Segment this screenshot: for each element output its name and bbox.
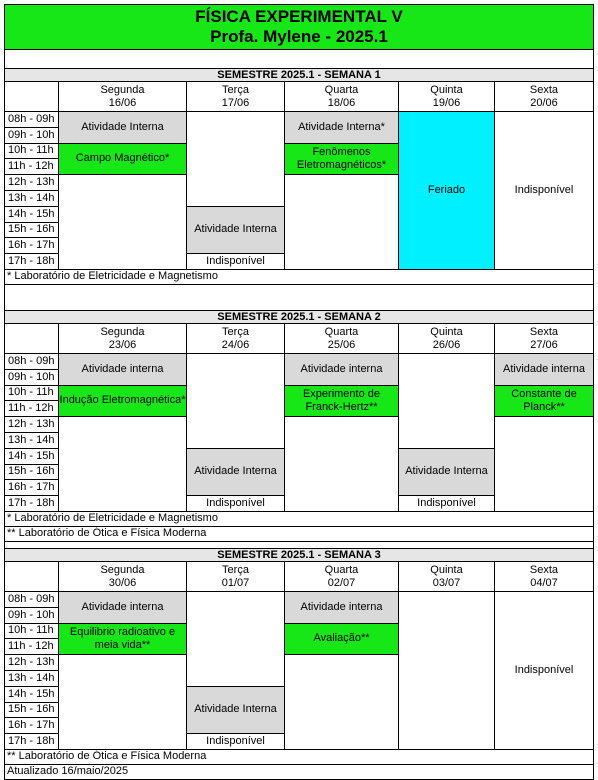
footnote: * Laboratório de Eletricidade e Magnetismo [4,270,594,285]
week-header: SEMESTRE 2025.1 - SEMANA 1 [4,68,594,82]
day-header-quarta [285,82,399,112]
time-slot: 15h - 16h [4,223,59,239]
day-name: Sexta [529,563,559,576]
event-mon-internal[interactable]: Atividade interna [59,354,187,386]
week-header: SEMESTRE 2025.1 - SEMANA 2 [4,310,594,324]
time-slot: 13h - 14h [4,671,59,687]
day-header-terça [187,82,285,112]
empty-slot [187,354,285,449]
time-slot: 15h - 16h [4,465,59,481]
event-fri-internal[interactable]: Atividade interna [495,354,594,386]
event-mon-internal[interactable]: Atividade interna [59,592,187,624]
time-slot: 12h - 13h [4,655,59,671]
time-slot: 09h - 10h [4,370,59,386]
event-mon-internal[interactable]: Atividade Interna [59,112,187,144]
time-slot: 09h - 10h [4,608,59,624]
empty-slot [59,655,187,750]
event-thu-internal[interactable]: Atividade Interna [399,449,495,496]
day-header-terça [187,324,285,354]
event-thu-unavailable[interactable]: Indisponível [399,496,495,512]
title-professor: Profa. Mylene - 2025.1 [210,27,388,46]
time-slot: 11h - 12h [4,401,59,417]
footnote: * Laboratório de Eletricidade e Magnetismo [4,512,594,527]
event-wed-lab[interactable]: Avaliação** [285,624,399,656]
day-date: 16/06 [108,96,137,109]
time-slot: 08h - 09h [4,354,59,370]
week-header: SEMESTRE 2025.1 - SEMANA 3 [4,548,594,562]
event-wed-internal[interactable]: Atividade interna [285,354,399,386]
day-name: Quinta [430,563,463,576]
day-header-quinta [399,82,495,112]
day-date: 24/06 [221,338,250,351]
day-header-terça [187,562,285,592]
event-wed-internal[interactable]: Atividade interna [285,592,399,624]
day-date: 03/07 [432,576,461,589]
day-name: Segunda [100,325,145,338]
time-slot: 12h - 13h [4,175,59,191]
event-tue-unavailable[interactable]: Indisponível [187,734,285,750]
footnote: ** Laboratório de Ótica e Física Moderna [4,750,594,765]
day-date: 30/06 [108,576,137,589]
time-slot: 08h - 09h [4,112,59,128]
time-slot: 13h - 14h [4,433,59,449]
event-tue-internal[interactable]: Atividade Interna [187,207,285,254]
event-mon-lab[interactable]: Equilibrio radioativo e meia vida** [59,624,187,656]
empty-slot [495,417,594,512]
event-wed-lab[interactable]: Fenômenos Eletromagnéticos* [285,144,399,176]
event-tue-internal[interactable]: Atividade Interna [187,449,285,496]
time-slot: 13h - 14h [4,191,59,207]
day-header-sexta [495,324,594,354]
day-name: Terça [222,83,249,96]
day-date: 25/06 [327,338,356,351]
event-fri-unavailable[interactable]: Indisponível [495,112,594,270]
page-title [4,4,594,50]
day-date: 01/07 [221,576,250,589]
day-name: Quarta [324,325,359,338]
day-header-quarta [285,562,399,592]
event-fri-lab[interactable]: Constante de Planck** [495,386,594,418]
day-date: 17/06 [221,96,250,109]
event-tue-internal[interactable]: Atividade Interna [187,687,285,734]
time-slot: 10h - 11h [4,386,59,402]
time-slot: 17h - 18h [4,496,59,512]
time-slot: 10h - 11h [4,144,59,160]
time-slot: 09h - 10h [4,128,59,144]
empty-slot [285,655,399,750]
time-slot: 16h - 17h [4,238,59,254]
event-wed-lab[interactable]: Experimento de Franck-Hertz** [285,386,399,418]
empty-slot [59,175,187,270]
title-course: FÍSICA EXPERIMENTAL V [195,7,403,26]
empty-slot [285,417,399,512]
corner-cell [4,562,59,592]
day-header-segunda [59,562,187,592]
day-date: 23/06 [108,338,137,351]
event-mon-lab[interactable]: Campo Magnético* [59,144,187,176]
time-slot: 14h - 15h [4,449,59,465]
event-tue-unavailable[interactable]: Indisponível [187,496,285,512]
event-wed-internal[interactable]: Atividade Interna* [285,112,399,144]
day-name: Terça [222,325,249,338]
time-slot: 10h - 11h [4,624,59,640]
event-tue-unavailable[interactable]: Indisponível [187,254,285,270]
day-header-segunda [59,324,187,354]
day-name: Quarta [324,563,359,576]
time-slot: 17h - 18h [4,254,59,270]
day-name: Segunda [100,563,145,576]
day-header-sexta [495,82,594,112]
empty-slot [399,592,495,750]
day-date: 18/06 [327,96,356,109]
footnote: ** Laboratório de Ótica e Física Moderna [4,527,594,542]
event-fri-unavailable[interactable]: Indisponível [495,592,594,750]
day-name: Quarta [324,83,359,96]
day-name: Sexta [529,325,559,338]
day-header-quinta [399,562,495,592]
time-slot: 16h - 17h [4,480,59,496]
day-header-quarta [285,324,399,354]
corner-cell [4,82,59,112]
time-slot: 17h - 18h [4,734,59,750]
empty-slot [59,417,187,512]
time-slot: 12h - 13h [4,417,59,433]
event-mon-lab[interactable]: Indução Eletromagnética* [59,386,187,418]
day-date: 26/06 [432,338,461,351]
time-slot: 11h - 12h [4,159,59,175]
empty-slot [285,175,399,270]
day-name: Quinta [430,325,463,338]
spacer [4,285,594,310]
updated-date: Atualizado 16/maio/2025 [4,765,594,780]
time-slot: 15h - 16h [4,703,59,719]
time-slot: 08h - 09h [4,592,59,608]
day-date: 04/07 [530,576,558,589]
time-slot: 16h - 17h [4,718,59,734]
day-name: Quinta [430,83,463,96]
empty-slot [187,592,285,687]
corner-cell [4,324,59,354]
day-name: Sexta [529,83,559,96]
time-slot: 14h - 15h [4,687,59,703]
day-date: 19/06 [432,96,461,109]
day-header-sexta [495,562,594,592]
day-date: 20/06 [530,96,558,109]
spacer [4,50,594,68]
empty-slot [187,112,285,207]
day-header-quinta [399,324,495,354]
day-date: 27/06 [530,338,558,351]
empty-slot [399,354,495,449]
day-date: 02/07 [327,576,356,589]
day-name: Terça [222,563,249,576]
day-name: Segunda [100,83,145,96]
day-header-segunda [59,82,187,112]
event-thu-holiday[interactable]: Feriado [399,112,495,270]
time-slot: 14h - 15h [4,207,59,223]
time-slot: 11h - 12h [4,639,59,655]
